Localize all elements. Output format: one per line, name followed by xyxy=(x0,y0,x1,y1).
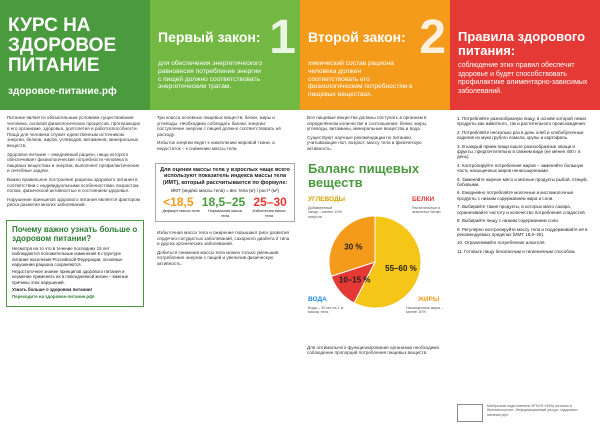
law-two-header xyxy=(300,0,450,110)
rule-item: 1. Потребляйте разнообразную пищу, в основе которой лежат продукты как животного, так и растительного происхождения. xyxy=(457,116,587,127)
law-one-header xyxy=(150,0,300,110)
rule-item: 6. Ежедневно потребляйте молочные и кисломолочные продукты с низким содержанием жира и соли. xyxy=(457,190,574,201)
bmi-overweight: 25–30 xyxy=(253,195,287,210)
bmi-box xyxy=(155,163,295,223)
rule-item: 4. Контролируйте потребление жиров – заменяйте большую часть насыщенных жиров ненасыщенными. xyxy=(457,162,584,174)
law-two-paragraph: Все пищевые вещества должны поступать в организм в определённом количестве и соотношении: белки, жиры, углеводы, витамины, минеральные вещества и вода. xyxy=(307,115,428,132)
intro-header xyxy=(0,0,150,110)
law-one-paragraph: Избыточная масса тела и ожирение повышают риск развития сердечно-сосудистых заболеваний, сахарного диабета 2 типа и других хронических заболеваний. xyxy=(157,230,290,247)
rule-item: 5. Заменяйте жирное мясо и мясные продукты рыбой, птицей, бобовыми. xyxy=(457,176,588,188)
law-two-number: 2 xyxy=(419,11,446,64)
law-two-subtitle: химический состав рациона человека должен соответствовать его физиологическим потребностям в пищевых веществах. xyxy=(308,60,413,99)
law-two-body-2 xyxy=(300,340,450,364)
desc-carbs: Добавленный сахар – менее 10% энергии xyxy=(308,205,343,219)
law-two-body xyxy=(300,110,450,160)
column-rules xyxy=(450,0,600,425)
label-carbs: УГЛЕВОДЫ xyxy=(308,195,345,203)
law-two-title: Второй закон: xyxy=(308,29,406,45)
desc-proteins: Растительные и животные белки xyxy=(412,205,441,215)
pie-slice-label-1: 10–15 % xyxy=(338,274,371,284)
bmi-values xyxy=(159,195,291,209)
why-learn-title: Почему важно узнать больше о здоровом питании? xyxy=(12,224,138,243)
why-learn-paragraph: Узнать больше о здоровом питании! xyxy=(12,286,93,292)
intro-body xyxy=(0,110,150,216)
rule-item: 11. Готовьте пищу безопасным и гигиеничным способом. xyxy=(457,248,576,254)
column-law-one xyxy=(150,0,300,425)
intro-paragraph: Нарушение принципов здорового питания является фактором риска развития многих заболеваний. xyxy=(7,196,140,208)
law-one-title: Первый закон: xyxy=(158,29,261,45)
footer-text: Материалы подготовлены ФГБУН «ФИЦ питания и биотехнологии». Информационный ресурс «здоровое-питание.рф». xyxy=(487,404,579,417)
law-one-paragraph: Три класса основных пищевых веществ: белки, жиры и углеводы. Необходимо соблюдать баланс энергии: поступление энергии с пищей должно соответствовать её расходу. xyxy=(157,115,281,137)
rule-item: 7. Выбирайте такие продукты, в которых мало сахара, ограничивайте частоту и количество потребления сладостей. xyxy=(457,204,586,215)
bmi-underweight: <18,5 xyxy=(163,195,194,210)
why-learn-paragraph: Недостаточное знание принципов здорового питания и неумение применять их в повседневной жизни – важные причины этих нарушений. xyxy=(12,269,129,285)
bmi-desc: Избыточная масса тела xyxy=(252,209,286,218)
rule-item: 9. Регулярно контролируйте массу тела и поддерживайте её в рекомендуемых пределах (ИМТ 18,5–25). xyxy=(457,226,588,237)
bmi-formula: ИМТ (индекс массы тела) = вес тела (кг) / рост² (м²) xyxy=(171,188,279,194)
column-law-two xyxy=(300,0,450,425)
law-one-subtitle: для обеспечения энергетического равновесия потребление энергии с пищей должно соответствовать энергетическим тратам. xyxy=(158,60,262,91)
rule-item: 3. В каждый прием пищи ешьте разнообразные овощи и фрукты, предпочтительно в свежем виде (не менее 400 г в день). xyxy=(457,143,581,160)
rules-list xyxy=(450,110,600,254)
why-learn-link[interactable]: Переходите на здоровое-питание.рф! xyxy=(12,294,95,300)
institute-logo xyxy=(457,404,483,422)
bmi-normal: 18,5–25 xyxy=(201,195,246,210)
site-link[interactable]: здоровое-питание.рф xyxy=(8,86,117,97)
rules-subtitle: соблюдение этих правил обеспечит здоровье и будет способствовать профилактике алиментарно-зависимых заболеваний. xyxy=(458,62,588,95)
law-one-number: 1 xyxy=(269,11,296,64)
rule-item: 10. Ограничивайте потребление алкоголя. xyxy=(457,240,546,246)
footer xyxy=(457,404,593,422)
bmi-desc: Нормальная масса тела xyxy=(208,209,242,218)
law-one-paragraph: Избыток энергии ведет к накоплению жировой ткани, а недостаток – к снижению массы тела. xyxy=(157,140,275,151)
bmi-desc: Дефицит массы тела xyxy=(162,209,200,214)
law-two-paragraph: Для оптимального функционирования организма необходимо соблюдение пропорций потребления пищевых веществ. xyxy=(307,344,440,356)
rules-title: Правила здорового питания: xyxy=(458,29,586,58)
pie-title: Баланс пищевых веществ xyxy=(308,160,420,190)
law-two-paragraph: Существуют научные рекомендации по питанию, учитывающие пол, возраст, массу тела и физическую активность. xyxy=(307,134,422,151)
label-water: ВОДА xyxy=(308,295,327,303)
intro-paragraph: Важно правильное построение рациона здорового питания в соответствии с индивидуальными особенностями, возрастом, полом, физической активностью и состоянием здоровья. xyxy=(7,176,140,194)
law-one-body xyxy=(150,110,300,160)
poster-title: КУРС НА ЗДОРОВОЕ ПИТАНИЕ xyxy=(8,15,117,76)
desc-fats: Насыщенные жиры – менее 10% xyxy=(406,305,444,315)
intro-paragraph: Питание является обязательным условием существования человека, основой физиологических процессов, протекающих в его организме, здоровья, долголетия и работоспособности. Пища для человека служит единственным источником энергии, белков, жиров, углеводов, витаминов, минеральных веществ. xyxy=(7,115,141,148)
law-one-paragraph: Добиться снижения массы тела можно только уменьшив потребление энергии с пищей и увеличив физическую активность. xyxy=(157,249,279,267)
bmi-descriptions xyxy=(159,209,291,218)
desc-water: Вода – 30 мл на 1 кг массы тела xyxy=(308,305,344,315)
bmi-title: Для оценки массы тела у взрослых чаще всего используют показатель индекса массы тела (ИМТ), который рассчитывается по формуле: xyxy=(160,166,290,186)
pie-slice-label-0: 55–60 % xyxy=(385,263,417,273)
rule-item: 8. Выбирайте пищу с низким содержанием соли. xyxy=(457,218,559,224)
why-learn-box xyxy=(6,220,144,307)
law-one-body-2 xyxy=(150,225,300,275)
column-intro xyxy=(0,0,150,425)
label-fats: ЖИРЫ xyxy=(418,295,440,303)
rule-item: 2. Потребляйте несколько раз в день хлеб и хлебобулочные изделия из муки грубого помола, крупы и картофель. xyxy=(457,129,584,141)
pie-slice-label-2: 30 % xyxy=(344,241,363,251)
intro-paragraph: Здоровое питание – ежедневный рацион, пища которого обеспечивает физиологические потребности человека в пищевых веществах и энергии, выполняет профилактические и лечебные задачи. xyxy=(7,151,140,174)
why-learn-paragraph: Несмотря на то что в течение последних 15 лет наблюдаются положительные изменения в структуре питания населения Российской Федерации, основные нарушения рациона сохраняются. xyxy=(12,245,123,267)
label-proteins: БЕЛКИ xyxy=(412,195,435,203)
rules-header xyxy=(450,0,600,110)
pie-chart-area xyxy=(300,190,450,340)
